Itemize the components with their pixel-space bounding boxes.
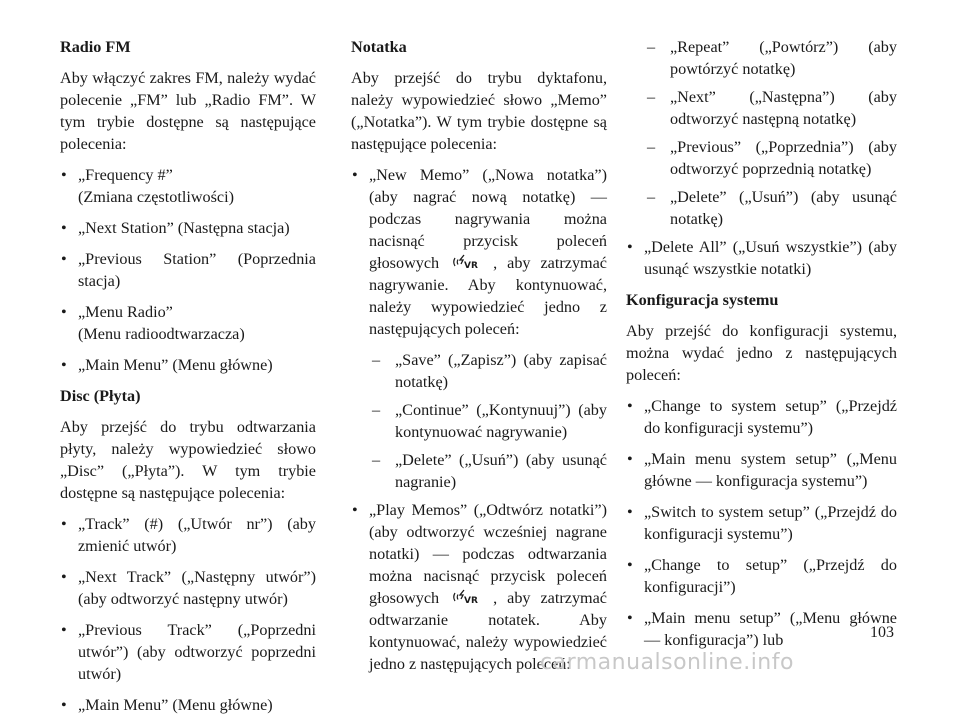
list-item-text: • „Menu Radio” [78,303,173,321]
svg-text:VR: VR [464,596,479,605]
sub-list-item: – „Delete” („Usuń”) (aby usunąć nagranie) [351,449,607,493]
list-item [60,354,316,376]
sub-list-item: – „Previous” („Poprzednia”) (aby odtworzyć poprzednią notatkę) [626,136,897,180]
list-item-subtext: (Menu radioodtwarzacza) [78,325,245,343]
list-item-new-memo [351,164,607,340]
list-item: • „Main menu system setup” („Menu główne — konfiguracja systemu”) [626,448,897,492]
sub-list-item: – „Next” („Następna”) (aby odtworzyć następną notatkę) [626,86,897,130]
section-heading-system-setup: Konfiguracja systemu [626,291,779,309]
paragraph-disc: Aby przejść do trybu odtwarzania płyty, należy wypowiedzieć słowo „Disc” („Płyta”). W tym trybie dostępne są następujące polecenia: [60,418,316,502]
list-item: • „Change to setup” („Przejdź do konfiguracji”) [626,554,897,598]
paragraph-memo: Aby przejść do trybu dyktafonu, należy wypowiedzieć słowo „Memo” („Notatka”). W tym trybie dostępne są następujące polecenia: [351,69,607,153]
column-right [626,36,897,660]
list-item: • „Main Menu” (Menu główne) [60,694,316,716]
sub-list-item: – „Continue” („Kontynuuj”) (aby kontynuować nagrywanie) [351,399,607,443]
list-item: • „Track” (#) („Utwór nr”) (aby zmienić utwór) [60,513,316,557]
list-item-text: , aby zatrzymać odtwarzanie notatek. Aby kontynuować, należy wypowiedzieć jedno z następujących poleceń: [369,589,607,673]
list-item [60,301,316,345]
section-heading-memo: Notatka [351,38,407,56]
paragraph-radio-fm: Aby włączyć zakres FM, należy wydać polecenie „FM” lub „Radio FM”. W tym trybie dostępne są następujące polecenia: [60,69,316,153]
list-item: • „Previous Track” („Poprzedni utwór”) (aby odtworzyć poprzedni utwór) [60,619,316,685]
list-item-text: , aby zatrzymać nagrywanie. Aby kontynuować, należy wypowiedzieć jedno z następujących poleceń: [369,254,607,338]
list-item-subtext: (Zmiana częstotliwości) [78,188,234,206]
list-item: • „Switch to system setup” („Przejdź do konfiguracji systemu”) [626,501,897,545]
svg-text:VR: VR [464,261,479,270]
list-item: • „Change to system setup” („Przejdź do konfiguracji systemu”) [626,395,897,439]
paragraph-system-setup: Aby przejść do konfiguracji systemu, można wydać jedno z następujących poleceń: [626,322,897,384]
list-item-text: • „Frequency #” [78,166,173,184]
list-item [60,248,316,292]
list-item-text: „New Memo” („Nowa notatka”) (aby nagrać nową notatkę) — podczas nagrywania można nacisnąć przycisk poleceń głosowych [369,166,607,272]
sub-list-item: – „Save” („Zapisz”) (aby zapisać notatkę) [351,349,607,393]
list-item-play-memos [351,499,607,675]
list-item-delete-all: • „Delete All” („Usuń wszystkie”) (aby usunąć wszystkie notatki) [626,236,897,280]
sub-list-item: – „Repeat” („Powtórz”) (aby powtórzyć notatkę) [626,36,897,80]
section-heading-disc: Disc (Płyta) [60,387,141,405]
list-item-text: „Next Station” (Następna stacja) [78,219,290,237]
list-item-text: „Main Menu” (Menu główne) [78,356,273,374]
page-number: 103 [870,624,894,641]
list-item [60,164,316,208]
sub-list-item: – „Delete” („Usuń”) (aby usunąć notatkę) [626,186,897,230]
column-left [60,36,316,725]
list-item [60,217,316,239]
list-item: • „Next Track” („Następny utwór”) (aby odtworzyć następny utwór) [60,566,316,610]
voice-recognition-icon [451,589,481,605]
section-heading-radio-fm: Radio FM [60,38,131,56]
column-middle [351,36,607,684]
list-item: • „Main menu setup” („Menu główne — konfiguracja”) lub [626,607,897,651]
voice-recognition-icon [451,254,481,270]
list-item-text: „Play Memos” („Odtwórz notatki”) (aby odtworzyć wcześniej nagrane notatki) — podczas odtwarzania można nacisnąć przycisk poleceń głosowych [369,501,607,607]
watermark: carmanualsonline.info [540,650,794,675]
list-item-text: „Previous Station” (Poprzednia stacja) [78,250,316,290]
